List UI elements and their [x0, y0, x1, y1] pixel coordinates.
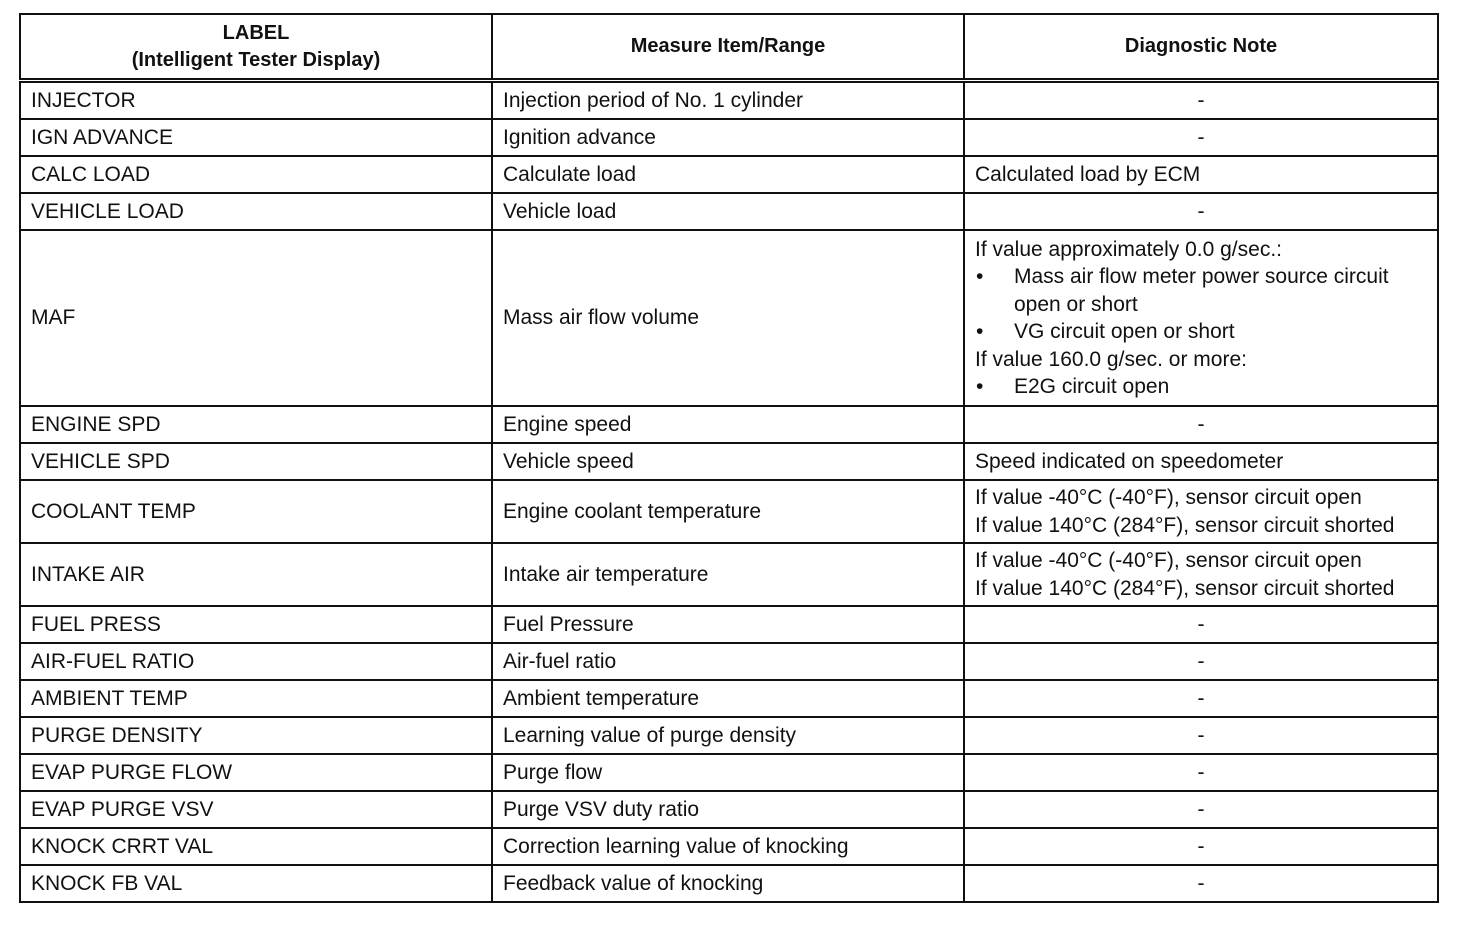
row-note: -: [964, 119, 1438, 156]
row-label: VEHICLE LOAD: [20, 193, 492, 230]
row-label: FUEL PRESS: [20, 606, 492, 643]
row-measure: Injection period of No. 1 cylinder: [492, 81, 964, 120]
row-label: KNOCK FB VAL: [20, 865, 492, 902]
row-note: -: [964, 81, 1438, 120]
note-line: VG circuit open or short: [1014, 320, 1235, 343]
row-note: -: [964, 828, 1438, 865]
table-row: [20, 156, 1438, 193]
note-bullet-item: [975, 318, 1427, 346]
note-line: open or short: [1014, 292, 1138, 316]
row-label: CALC LOAD: [20, 156, 492, 193]
table-row: [20, 791, 1438, 828]
row-label: EVAP PURGE FLOW: [20, 754, 492, 791]
row-measure: Learning value of purge density: [492, 717, 964, 754]
table-row: [20, 193, 1438, 230]
row-note: -: [964, 680, 1438, 717]
row-measure: Calculate load: [492, 156, 964, 193]
row-note: -: [964, 865, 1438, 902]
row-measure: Correction learning value of knocking: [492, 828, 964, 865]
row-measure: Engine speed: [492, 406, 964, 443]
row-measure: Air-fuel ratio: [492, 643, 964, 680]
note-line: If value -40°C (-40°F), sensor circuit open: [975, 486, 1362, 509]
table-row: [20, 119, 1438, 156]
row-measure: Intake air temperature: [492, 543, 964, 606]
table-row: [20, 717, 1438, 754]
row-measure: Ignition advance: [492, 119, 964, 156]
row-measure: Vehicle speed: [492, 443, 964, 480]
row-note: -: [964, 406, 1438, 443]
row-measure: Feedback value of knocking: [492, 865, 964, 902]
row-note: Calculated load by ECM: [964, 156, 1438, 193]
row-note: -: [964, 717, 1438, 754]
note-line: E2G circuit open: [1014, 375, 1170, 398]
note-line: If value approximately 0.0 g/sec.:: [975, 237, 1282, 261]
note-line: Mass air flow meter power source circuit: [1014, 265, 1389, 288]
row-label: ENGINE SPD: [20, 406, 492, 443]
table-row: [20, 543, 1438, 606]
row-label: INTAKE AIR: [20, 543, 492, 606]
row-note: -: [964, 193, 1438, 230]
note-bullet-item: [975, 263, 1427, 318]
row-label: INJECTOR: [20, 81, 492, 120]
table-row: [20, 230, 1438, 406]
note-line: If value 140°C (284°F), sensor circuit shorted: [975, 576, 1395, 600]
note-line: If value 140°C (284°F), sensor circuit shorted: [975, 513, 1395, 537]
table-row: [20, 754, 1438, 791]
row-note: [964, 543, 1438, 606]
row-note: -: [964, 643, 1438, 680]
note-line: If value -40°C (-40°F), sensor circuit open: [975, 549, 1362, 572]
row-label: COOLANT TEMP: [20, 480, 492, 543]
row-note: -: [964, 754, 1438, 791]
row-measure: Fuel Pressure: [492, 606, 964, 643]
row-label: MAF: [20, 230, 492, 406]
table-row: [20, 680, 1438, 717]
bullet-icon: •: [976, 265, 984, 288]
table-row: [20, 828, 1438, 865]
row-label: AMBIENT TEMP: [20, 680, 492, 717]
bullet-icon: •: [976, 375, 984, 398]
table-row: [20, 443, 1438, 480]
row-note: Speed indicated on speedometer: [964, 443, 1438, 480]
row-measure: Purge VSV duty ratio: [492, 791, 964, 828]
header-measure: Measure Item/Range: [492, 14, 964, 81]
header-label: [20, 14, 492, 81]
row-measure: Mass air flow volume: [492, 230, 964, 406]
header-note: Diagnostic Note: [964, 14, 1438, 81]
header-label-line2: (Intelligent Tester Display): [131, 48, 381, 71]
table-header-row: [20, 14, 1438, 81]
bullet-icon: •: [976, 320, 984, 343]
row-measure: Vehicle load: [492, 193, 964, 230]
note-bullet-item: [975, 373, 1427, 401]
row-label: AIR-FUEL RATIO: [20, 643, 492, 680]
table-row: [20, 606, 1438, 643]
row-measure: Ambient temperature: [492, 680, 964, 717]
table-row: [20, 643, 1438, 680]
row-note: -: [964, 606, 1438, 643]
table-row: [20, 480, 1438, 543]
row-label: PURGE DENSITY: [20, 717, 492, 754]
diagnostic-data-table: [19, 13, 1439, 903]
row-note: [964, 230, 1438, 406]
table-row: [20, 406, 1438, 443]
row-measure: Engine coolant temperature: [492, 480, 964, 543]
header-label-line1: LABEL: [222, 21, 290, 44]
table-row: [20, 81, 1438, 120]
row-note: -: [964, 791, 1438, 828]
table-row: [20, 865, 1438, 902]
note-line: If value 160.0 g/sec. or more:: [975, 347, 1247, 371]
row-label: VEHICLE SPD: [20, 443, 492, 480]
row-label: KNOCK CRRT VAL: [20, 828, 492, 865]
row-label: IGN ADVANCE: [20, 119, 492, 156]
row-note: [964, 480, 1438, 543]
row-measure: Purge flow: [492, 754, 964, 791]
row-label: EVAP PURGE VSV: [20, 791, 492, 828]
